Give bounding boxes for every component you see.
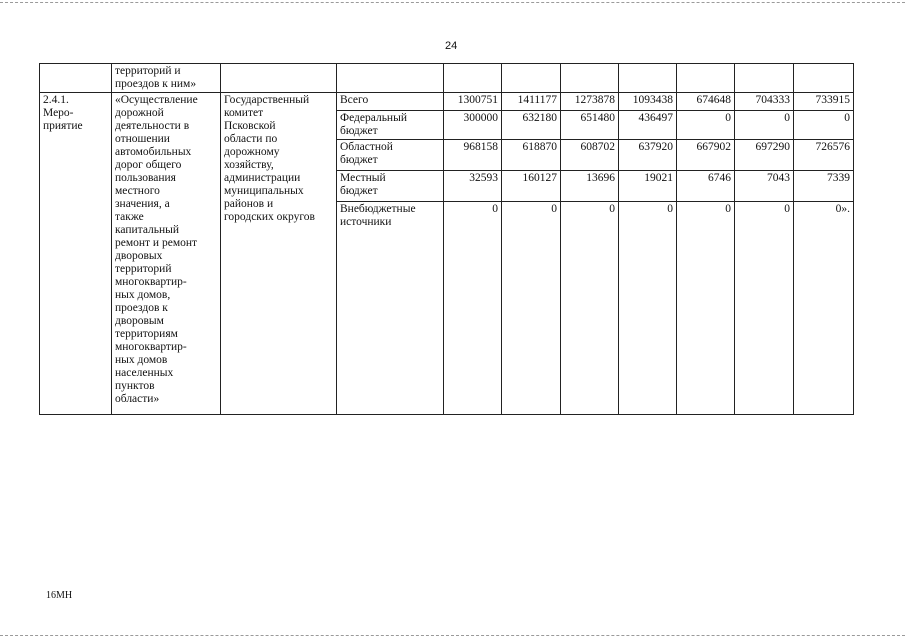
source-cell: Всего [337, 93, 444, 111]
continued-value-cell [677, 64, 735, 93]
table-row-continued [40, 64, 854, 93]
value-cell: 0 [619, 202, 677, 415]
value-cell: 0 [677, 111, 735, 140]
continued-value-cell [444, 64, 502, 93]
value-cell: 0 [502, 202, 561, 415]
value-cell: 637920 [619, 140, 677, 171]
value-cell: 618870 [502, 140, 561, 171]
value-cell: 0 [444, 202, 502, 415]
value-cell: 0 [735, 202, 794, 415]
continued-value-cell [794, 64, 854, 93]
value-cell: 160127 [502, 171, 561, 202]
source-cell: Областной бюджет [337, 140, 444, 171]
continued-value-cell [735, 64, 794, 93]
continued-name-cell: территорий и проездов к ним» [112, 64, 221, 93]
value-cell: 32593 [444, 171, 502, 202]
value-cell: 608702 [561, 140, 619, 171]
value-cell: 7339 [794, 171, 854, 202]
continued-value-cell [619, 64, 677, 93]
page-top-edge [0, 2, 905, 3]
value-cell: 7043 [735, 171, 794, 202]
continued-executor-cell [221, 64, 337, 93]
value-cell: 651480 [561, 111, 619, 140]
source-cell: Местный бюджет [337, 171, 444, 202]
value-cell: 6746 [677, 171, 735, 202]
page-number: 24 [445, 40, 458, 52]
value-cell: 0 [794, 111, 854, 140]
item-code-cell: 2.4.1. Меро- приятие [40, 93, 112, 415]
value-cell: 300000 [444, 111, 502, 140]
value-cell: 667902 [677, 140, 735, 171]
value-cell: 733915 [794, 93, 854, 111]
value-cell: 0 [561, 202, 619, 415]
footer-code: 16МН [46, 590, 73, 601]
value-cell: 0 [735, 111, 794, 140]
funding-table [39, 63, 854, 415]
value-cell: 1093438 [619, 93, 677, 111]
continued-source-cell [337, 64, 444, 93]
source-cell: Федеральный бюджет [337, 111, 444, 140]
value-cell: 1273878 [561, 93, 619, 111]
value-cell: 632180 [502, 111, 561, 140]
table-row-total [40, 93, 854, 111]
value-cell: 704333 [735, 93, 794, 111]
value-cell: 1300751 [444, 93, 502, 111]
value-cell: 968158 [444, 140, 502, 171]
value-cell: 19021 [619, 171, 677, 202]
value-cell: 726576 [794, 140, 854, 171]
value-cell: 1411177 [502, 93, 561, 111]
value-cell: 0 [677, 202, 735, 415]
value-cell: 674648 [677, 93, 735, 111]
source-cell: Внебюджетные источники [337, 202, 444, 415]
page-bottom-edge [0, 635, 905, 636]
continued-code-cell [40, 64, 112, 93]
value-cell: 0». [794, 202, 854, 415]
continued-value-cell [561, 64, 619, 93]
value-cell: 13696 [561, 171, 619, 202]
item-name-cell: «Осуществление дорожной деятельности в отношении автомобильных дорог общего пользования местного значения, а также капитальный ремонт и ремонт дворовых территорий многоквартир- ных домов, проездов к дворовым территориям многоквартир- ных домов населенных пунктов области» [112, 93, 221, 415]
value-cell: 697290 [735, 140, 794, 171]
value-cell: 436497 [619, 111, 677, 140]
item-executor-cell: Государственный комитет Псковской области по дорожному хозяйству, администрации муниципальных районов и городских округов [221, 93, 337, 415]
continued-value-cell [502, 64, 561, 93]
